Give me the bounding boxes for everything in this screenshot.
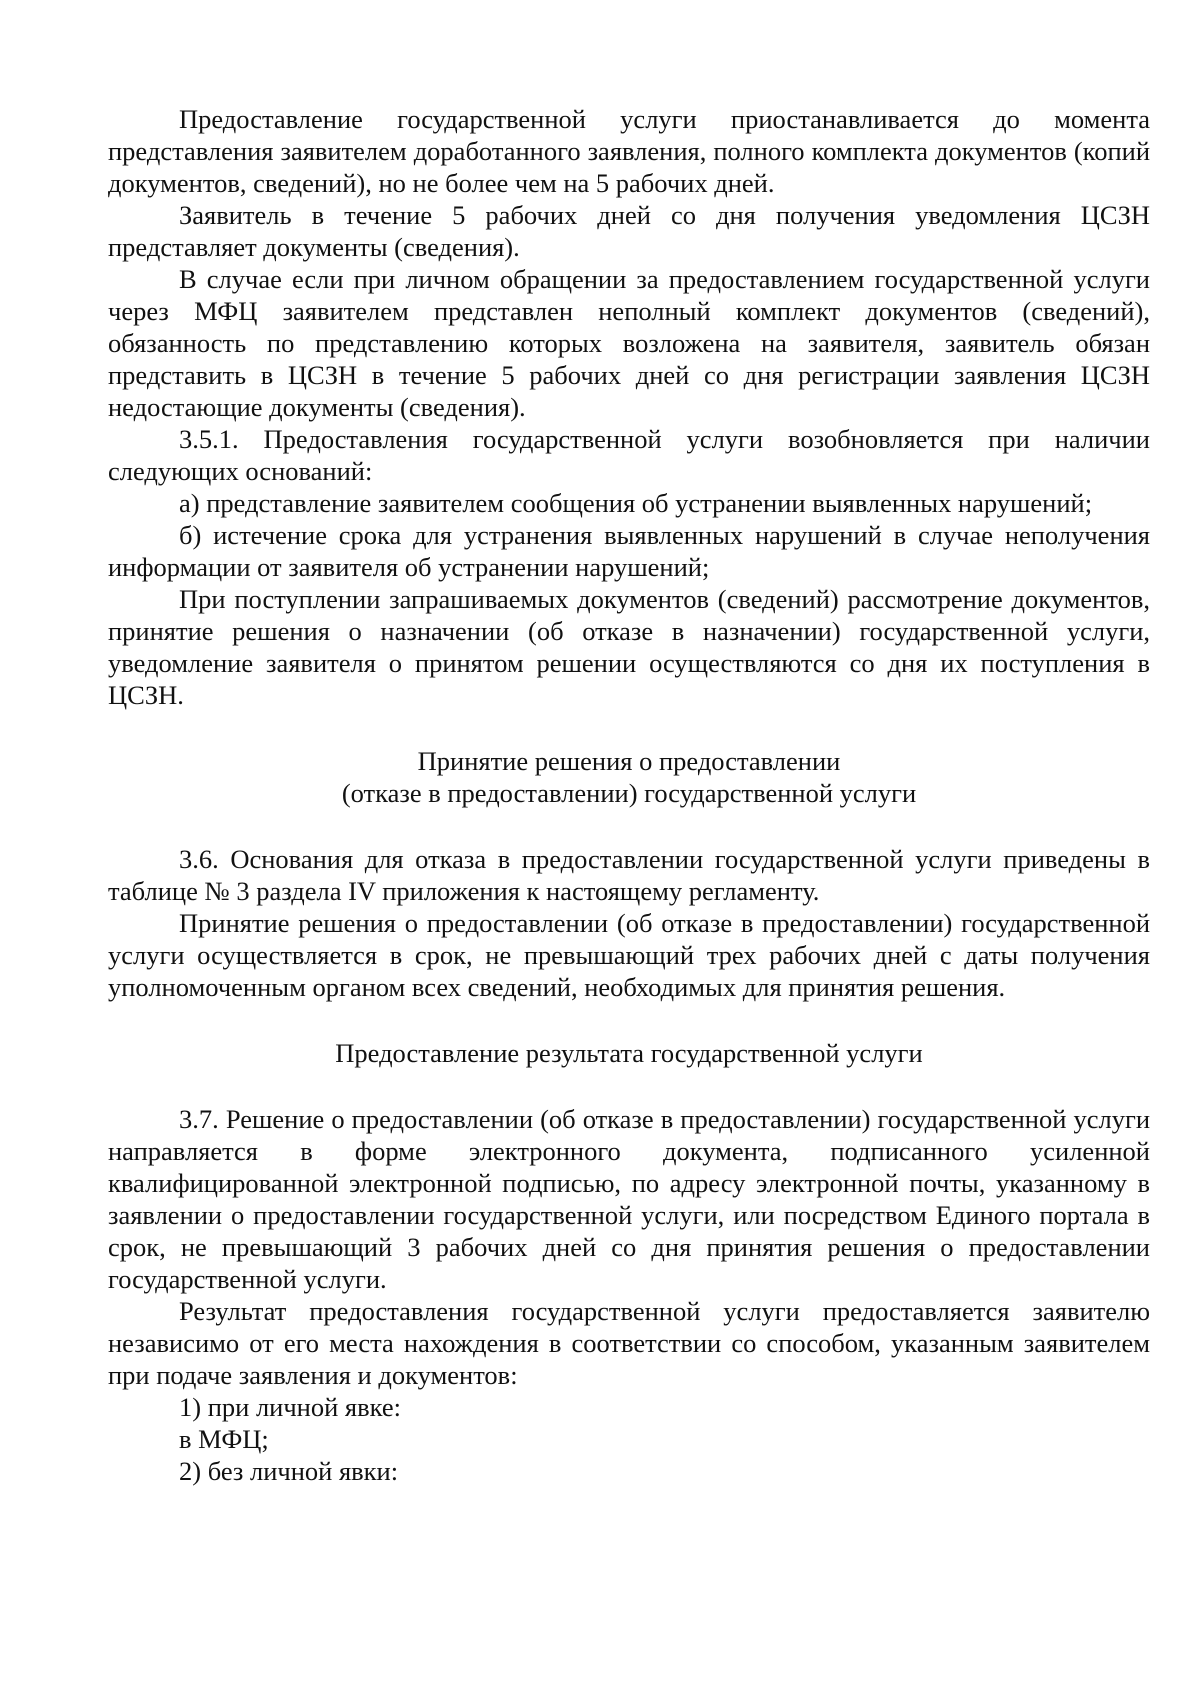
section-gap [108,1003,1150,1037]
paragraph-decision-deadline: Принятие решения о предоставлении (об отказе в предоставлении) государственной услуги осуществляется в срок, не превышающий трех рабочих дней с даты получения уполномоченным органом всех сведений, необходимых для принятия решения. [108,908,1150,1002]
paragraph-3-5-1: 3.5.1. Предоставления государственной услуги возобновляется при наличии следующих оснований: [108,424,1150,486]
paragraph-3-7: 3.7. Решение о предоставлении (об отказе в предоставлении) государственной услуги направляется в форме электронного документа, подписанного усиленной квалифицированной электронной подписью, по адресу электронной почты, указанному в заявлении о предоставлении государственной услуги, или посредством Единого портала в срок, не превышающий 3 рабочих дней со дня принятия решения о предоставлении государственной услуги. [108,1104,1150,1294]
section-gap [108,809,1150,843]
section-heading-result: Предоставление результата государственной услуги [335,1038,923,1068]
paragraph-applicant-deadline: Заявитель в течение 5 рабочих дней со дня получения уведомления ЦСЗН представляет документы (сведения). [108,200,1150,262]
paragraph-result-delivery: Результат предоставления государственной услуги предоставляется заявителю независимо от его места нахождения в соответствии со способом, указанным заявителем при подаче заявления и документов: [108,1296,1150,1390]
paragraph-incomplete-documents: В случае если при личном обращении за предоставлением государственной услуги через МФЦ заявителем представлен неполный комплект документов (сведений), обязанность по представлению которых возложена на заявителя, заявитель обязан представить в ЦСЗН в течение 5 рабочих дней со дня регистрации заявления ЦСЗН недостающие документы (сведения). [108,264,1150,422]
document-body [108,103,1150,1487]
section-gap [108,1069,1150,1103]
section-heading-decision [108,745,1150,809]
paragraph-basis-b: б) истечение срока для устранения выявленных нарушений в случае неполучения информации от заявителя об устранении нарушений; [108,520,1150,582]
list-item-mfc: в МФЦ; [179,1424,269,1454]
paragraph-basis-a: а) представление заявителем сообщения об устранении выявленных нарушений; [179,488,1093,518]
paragraph-suspension: Предоставление государственной услуги приостанавливается до момента представления заявителем доработанного заявления, полного комплекта документов (копий документов, сведений), но не более чем на 5 рабочих дней. [108,104,1150,198]
section-gap [108,711,1150,745]
paragraph-documents-received: При поступлении запрашиваемых документов (сведений) рассмотрение документов, принятие решения о назначении (об отказе в назначении) государственной услуги, уведомление заявителя о принятом решении осуществляются со дня их поступления в ЦСЗН. [108,584,1150,710]
section-heading-decision-line1: Принятие решения о предоставлении [417,746,841,776]
section-heading-decision-line2: (отказе в предоставлении) государственной услуги [341,778,917,808]
list-item-without-visit: 2) без личной явки: [179,1456,399,1486]
paragraph-3-6: 3.6. Основания для отказа в предоставлении государственной услуги приведены в таблице № 3 раздела IV приложения к настоящему регламенту. [108,844,1150,906]
list-item-personal-visit: 1) при личной явке: [179,1392,401,1422]
